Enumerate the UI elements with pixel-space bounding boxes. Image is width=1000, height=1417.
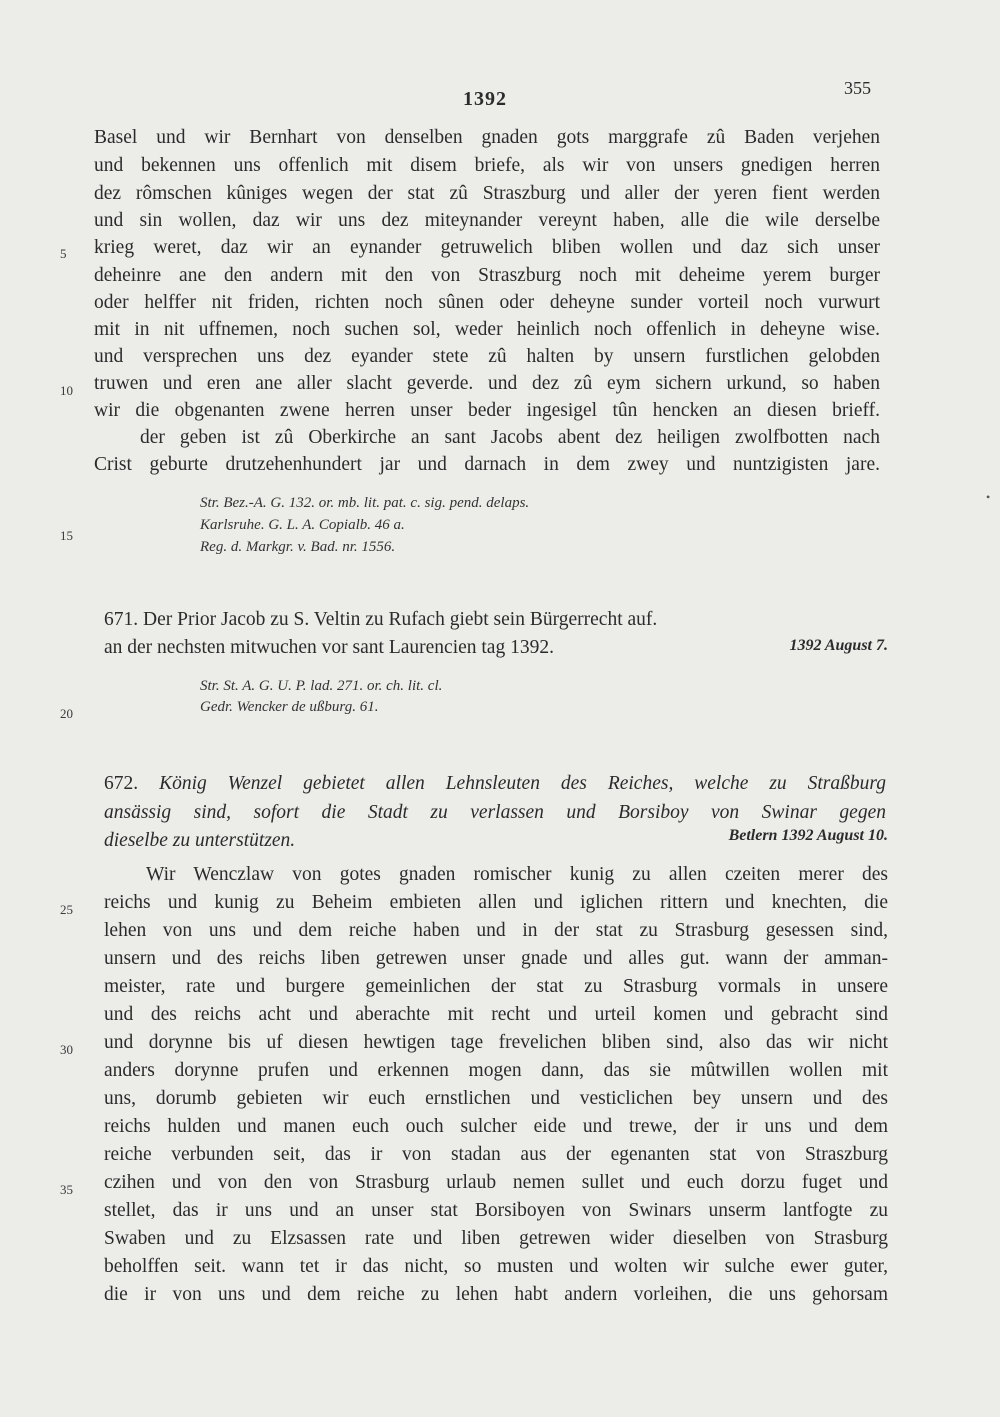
entry-672-summary-line: ansässig sind, sofort die Stadt zu verlassen und Borsiboy von Swinar gegen	[104, 802, 886, 823]
text-line: wir die obgenanten zwene herren unser beder ingesigel tûn hencken an diesen brieff.	[94, 400, 880, 421]
text-line: uns, dorumb gebieten wir euch ernstlichen und vesticlichen bey unsern und des	[104, 1088, 888, 1109]
text-line: reichs und kunig zu Beheim embieten allen und iglichen rittern und knechten, die	[104, 892, 888, 913]
text-line: unsern und des reichs liben getrewen unser gnade und alles gut. wann der amman-	[104, 948, 888, 969]
line-number: 20	[60, 706, 73, 721]
entry-672-summary-line	[104, 770, 886, 798]
running-head-year: 1392	[463, 88, 507, 110]
entry-summary: König Wenzel gebietet allen Lehnsleuten des Reiches, welche zu Straßburg	[159, 773, 886, 794]
entry-671-heading	[104, 606, 886, 634]
text-line: deheinre ane den andern mit den von Straszburg noch mit deheime yerem burger	[94, 265, 880, 286]
text-line: und sin wollen, daz wir uns dez miteynander vereynt haben, alle die wile derselbe	[94, 210, 880, 231]
text-line: und versprechen uns dez eyander stete zû halten by unsern furstlichen gelobden	[94, 346, 880, 367]
text-line: Swaben und zu Elzsassen rate und liben getrewen wider dieselben von Strasburg	[104, 1228, 888, 1249]
text-line: reichs hulden und manen euch ouch sulcher eide und trewe, der ir uns und dem	[104, 1116, 888, 1137]
text-line: meister, rate und burgere gemeinlichen der stat zu Strasburg vormals in unsere	[104, 976, 888, 997]
text-line: und bekennen uns offenlich mit disem briefe, als wir von unsers gnedigen herren	[94, 155, 880, 176]
text-line: die ir von uns und dem reiche zu lehen habt andern vorleihen, die uns gehorsam	[104, 1284, 888, 1305]
text-line: reiche verbunden seit, das ir von stadan aus der egenanten stat von Straszburg	[104, 1144, 888, 1165]
text-line: Wir Wenczlaw von gotes gnaden romischer kunig zu allen czeiten merer des	[146, 864, 888, 885]
entry-number: 672.	[104, 773, 139, 794]
entry-671-date: 1392 August 7.	[789, 637, 888, 654]
text-line: dez rômschen kûniges wegen der stat zû Straszburg und aller der yeren fient werden	[94, 183, 880, 204]
entry-number: 671.	[104, 609, 139, 630]
entry-title: Der Prior Jacob zu S. Veltin zu Rufach giebt sein Bürgerrecht auf.	[143, 609, 658, 630]
text-line: stellet, das ir uns und an unser stat Borsiboyen von Swinars unserm lantfogte zu	[104, 1200, 888, 1221]
text-line: Basel und wir Bernhart von denselben gnaden gots marggrafe zû Baden verjehen	[94, 127, 880, 148]
text-line: lehen von uns und dem reiche haben und in der stat zu Strasburg gesessen sind,	[104, 920, 888, 941]
text-line: mit in nit uffnemen, noch suchen sol, weder heinlich noch offenlich in deheyne wise.	[94, 319, 880, 340]
source-reference: Reg. d. Markgr. v. Bad. nr. 1556.	[200, 539, 396, 555]
source-reference: Gedr. Wencker de ußburg. 61.	[200, 699, 379, 715]
page-number: 355	[844, 78, 871, 98]
entry-672-summary-line: dieselbe zu unterstützen.	[104, 830, 296, 851]
text-line: und des reichs acht und aberachte mit recht und urteil komen und gebracht sind	[104, 1004, 888, 1025]
source-reference: Karlsruhe. G. L. A. Copialb. 46 a.	[200, 517, 405, 533]
line-number: 35	[60, 1182, 73, 1197]
entry-672-date: Betlern 1392 August 10.	[728, 827, 888, 844]
entry-671-text	[104, 634, 886, 662]
line-number: 10	[60, 383, 73, 398]
text-line: Crist geburte drutzehenhundert jar und darnach in dem zwey und nuntzigisten jare.	[94, 454, 880, 475]
source-reference: Str. St. A. G. U. P. lad. 271. or. ch. lit. cl.	[200, 678, 443, 694]
source-reference: Str. Bez.-A. G. 132. or. mb. lit. pat. c. sig. pend. delaps.	[200, 495, 530, 511]
text-line: beholffen seit. wann tet ir das nicht, so musten und wolten wir sulche ewer guter,	[104, 1256, 888, 1277]
text-line: der geben ist zû Oberkirche an sant Jacobs abent dez heiligen zwolfbotten nach	[140, 427, 880, 448]
text-line: anders dorynne prufen und erkennen mogen dann, das sie mûtwillen wollen mit	[104, 1060, 888, 1081]
text-line: krieg weret, daz wir an eynander getruwelich bliben wollen und daz sich unser	[94, 237, 880, 258]
text-line: truwen und eren ane aller slacht geverde. und dez zû eym sichern urkund, so haben	[94, 373, 880, 394]
line-number: 25	[60, 902, 73, 917]
bleed-mark: •	[986, 490, 991, 504]
line-number: 5	[60, 246, 67, 261]
text-line: oder helffer nit friden, richten noch sûnen oder deheyne sunder vorteil noch vurwurt	[94, 292, 880, 313]
text-line: czihen und von den von Strasburg urlaub nemen sullet und euch dorzu fuget und	[104, 1172, 888, 1193]
text-line: und dorynne bis uf diesen hewtigen tage frevelichen bliben sind, also das wir nicht	[104, 1032, 888, 1053]
entry-text: an der nechsten mitwuchen vor sant Laurencien tag 1392.	[104, 637, 554, 658]
line-number: 30	[60, 1042, 73, 1057]
line-number: 15	[60, 528, 73, 543]
